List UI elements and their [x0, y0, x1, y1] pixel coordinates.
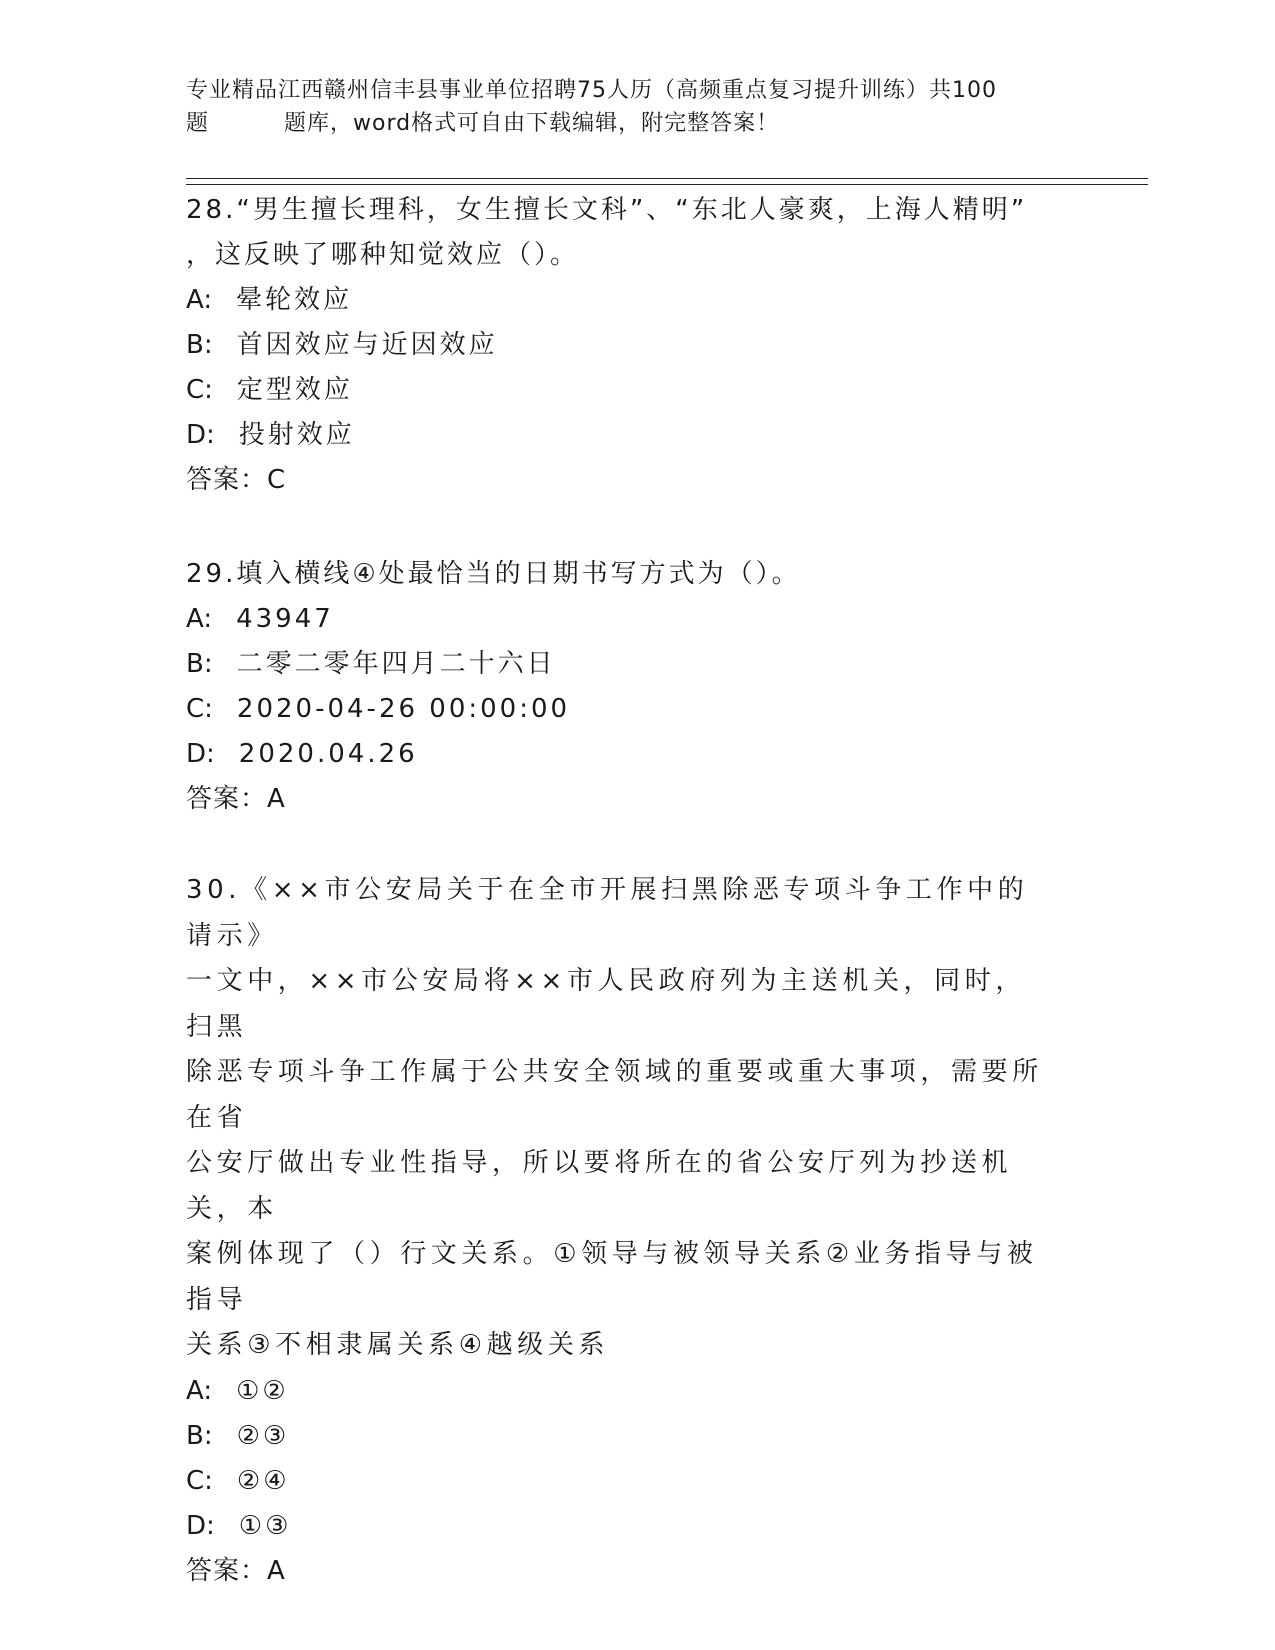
- option-text: 2020-04-26 00:00:00: [236, 694, 571, 724]
- option-text: ①②: [236, 1375, 289, 1406]
- option-a: [186, 1369, 1056, 1414]
- option-key: D:: [186, 739, 215, 769]
- answer-line: 答案：A: [186, 784, 286, 814]
- option-key: D:: [186, 1510, 215, 1541]
- question-stem-line: 29.填入横线④处最恰当的日期书写方式为（）。: [186, 559, 801, 589]
- option-text: 2020.04.26: [238, 739, 418, 769]
- option-key: A:: [186, 604, 213, 634]
- option-text: ①③: [238, 1510, 292, 1541]
- option-key: B:: [186, 330, 213, 360]
- option-c: [186, 1459, 1056, 1504]
- option-d: [186, 732, 1056, 777]
- option-b: [186, 1414, 1056, 1459]
- option-b: [186, 642, 1056, 687]
- option-text: 投射效应: [238, 420, 355, 450]
- option-text: 首因效应与近因效应: [236, 330, 498, 360]
- option-text: ②③: [236, 1420, 290, 1451]
- option-text: ②④: [236, 1465, 290, 1496]
- option-text: 43947: [236, 604, 334, 634]
- option-c: [186, 368, 1056, 413]
- option-a: [186, 278, 1056, 323]
- option-b: [186, 323, 1056, 368]
- option-text: 二零二零年四月二十六日: [236, 649, 556, 679]
- option-key: D:: [186, 420, 215, 450]
- document-header: [186, 74, 1086, 140]
- option-key: B:: [186, 649, 213, 679]
- option-text: 定型效应: [236, 375, 353, 405]
- option-d: [186, 413, 1056, 458]
- option-key: A:: [186, 285, 213, 315]
- question-28: [186, 188, 1056, 503]
- option-d: [186, 1504, 1056, 1549]
- header-divider-top: [186, 178, 1148, 179]
- answer-line: 答案：C: [186, 465, 287, 495]
- option-c: [186, 687, 1056, 732]
- question-stem-line: 案例体现了（）行文关系。①领导与被领导关系②业务指导与被指导: [186, 1239, 1038, 1315]
- question-stem-line: 一文中，××市公安局将××市人民政府列为主送机关，同时，扫黑: [186, 966, 1026, 1042]
- header-title-line2-right: 题库，word格式可自由下载编辑，附完整答案！: [284, 111, 780, 136]
- option-key: C:: [186, 1465, 213, 1496]
- question-stem-line: 公安厅做出专业性指导，所以要将所在的省公安厅列为抄送机关，本: [186, 1148, 1013, 1224]
- option-key: B:: [186, 1420, 213, 1451]
- answer-line: 答案：A: [186, 1555, 286, 1586]
- option-a: [186, 597, 1056, 642]
- option-key: C:: [186, 694, 213, 724]
- question-stem-line: 30.《××市公安局关于在全市开展扫黑除恶专项斗争工作中的请示》: [186, 875, 1029, 951]
- header-title-line2-left: 题: [186, 111, 210, 136]
- question-29: [186, 552, 1056, 822]
- question-stem-line: 除恶专项斗争工作属于公共安全领域的重要或重大事项，需要所在省: [186, 1057, 1043, 1133]
- question-stem-line: 关系③不相隶属关系④越级关系: [186, 1330, 610, 1360]
- header-title-line1: 专业精品江西赣州信丰县事业单位招聘75人历（高频重点复习提升训练）共100: [186, 78, 997, 103]
- header-divider-bottom: [186, 184, 1148, 185]
- question-stem-line: ，这反映了哪种知觉效应（）。: [186, 240, 580, 270]
- option-key: A:: [186, 1375, 213, 1406]
- question-stem-line: 28.“男生擅长理科，女生擅长文科”、“东北人豪爽，上海人精明”: [186, 195, 1028, 225]
- option-text: 晕轮效应: [236, 285, 353, 315]
- option-key: C:: [186, 375, 213, 405]
- question-30: [186, 868, 1056, 1594]
- header-title-line2: [186, 107, 1086, 140]
